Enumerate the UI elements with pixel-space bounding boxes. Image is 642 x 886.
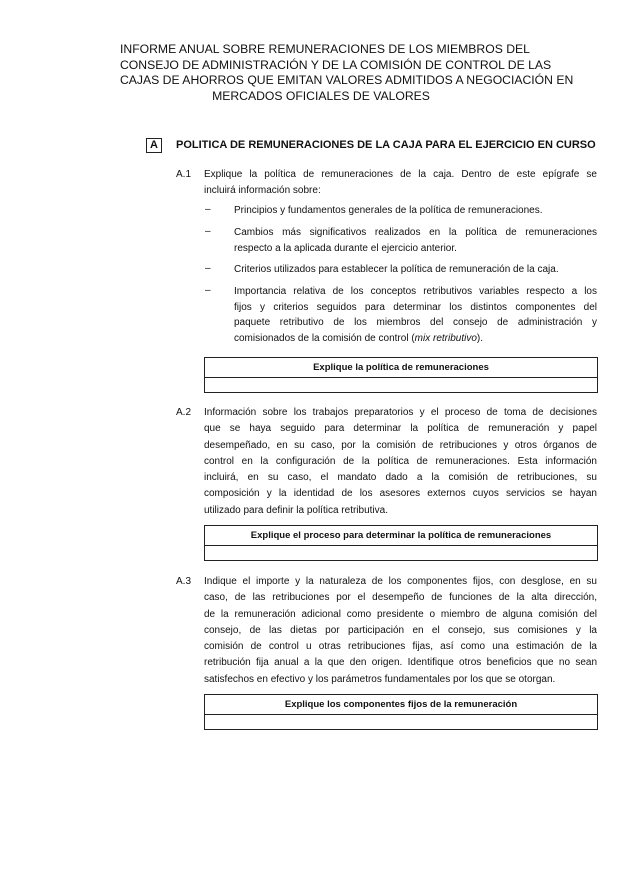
bullet-text: comisionados de la comisión de control ( (234, 332, 415, 344)
paragraph-line: Indique el importe y la naturaleza de los componentes fijos, con desglose, en su (204, 576, 597, 587)
bullet-dash: – (205, 285, 211, 296)
paragraph-line: Información sobre los trabajos preparatorios y el proceso de toma de decisiones (204, 407, 597, 418)
paragraph-line: consejo, de las dietas por participación en el consejo, sus comisiones y la (204, 624, 597, 636)
bullet-item (234, 262, 597, 278)
bullet-text: ). (476, 332, 484, 344)
paragraph-line: comisión de control u otras retribuciones fijas, así como una estimación de la (204, 641, 597, 653)
bullet-line: Cambios más significativos realizados en la política de remuneraciones (234, 227, 597, 238)
title-line: INFORME ANUAL SOBRE REMUNERACIONES DE LOS MIEMBROS DEL (120, 42, 530, 56)
paragraph-line: retribución fija anual a la que den origen. Identifique otros beneficios que no sean (204, 657, 597, 669)
answer-box-header: Explique los componentes fijos de la remuneración (205, 695, 597, 715)
bullet-line: Importancia relativa de los conceptos retributivos variables respecto a los (234, 286, 597, 297)
answer-box-body[interactable] (205, 378, 597, 392)
paragraph-a2 (204, 405, 597, 519)
paragraph-line: caso, de las retribuciones por el desempeño de funciones de la alta dirección, (204, 592, 597, 604)
item-number-a2: A.2 (176, 407, 192, 418)
answer-box-header: Explique el proceso para determinar la política de remuneraciones (205, 526, 597, 546)
section-letter-box: A (146, 138, 162, 153)
item-number-a1: A.1 (176, 169, 192, 180)
paragraph-a3 (204, 574, 597, 688)
title-line: CONSEJO DE ADMINISTRACIÓN Y DE LA COMISIÓN DE CONTROL DE LAS (120, 57, 552, 72)
answer-box-a3 (204, 694, 598, 730)
italic-term: mix retributivo (414, 332, 477, 344)
bullet-line: respecto a la aplicada durante el ejercicio anterior. (234, 242, 457, 254)
bullet-item (234, 225, 597, 256)
paragraph-line: que se haya seguido para determinar la política de remuneración y papel (204, 423, 597, 435)
answer-box-a2 (204, 525, 598, 561)
bullet-line: paquete retributivo de los miembros del consejo de administración y (234, 317, 597, 329)
title-line: CAJAS DE AHORROS QUE EMITAN VALORES ADMITIDOS A NEGOCIACIÓN EN (120, 73, 574, 87)
paragraph-line: control en la configuración de la política de remuneraciones. Esta información (204, 455, 597, 467)
title-line: MERCADOS OFICIALES DE VALORES (212, 88, 430, 103)
bullet-dash: – (205, 204, 211, 215)
bullet-line: fijos y criterios seguidos para determinar los distintos componentes del (234, 301, 597, 313)
paragraph-line: utilizado para definir la política retributiva. (204, 504, 388, 516)
answer-box-body[interactable] (205, 546, 597, 560)
paragraph-line: de la remuneración adicional como presidente o miembro de alguna comisión del (204, 608, 597, 620)
answer-box-header: Explique la política de remuneraciones (205, 358, 597, 378)
paragraph-line: composición y la identidad de los asesores externos cuyos servicios se hayan (204, 488, 597, 500)
paragraph-line: incluirá información sobre: (204, 185, 321, 197)
paragraph-line: desempeñado, en su caso, por la comisión de retribuciones y otros órganos de (204, 439, 597, 451)
section-title: POLITICA DE REMUNERACIONES DE LA CAJA PARA EL EJERCICIO EN CURSO (176, 139, 596, 151)
item-number-a3: A.3 (176, 576, 192, 587)
bullet-item (234, 203, 597, 219)
paragraph-line: incluirá, en su caso, el mandato dado a la comisión de retribuciones, su (204, 472, 597, 484)
bullet-text: Principios y fundamentos generales de la política de remuneraciones. (234, 205, 543, 216)
paragraph-line: Explique la política de remuneraciones de la caja. Dentro de este epígrafe se (204, 169, 597, 180)
document-title (120, 42, 574, 104)
bullet-text: Criterios utilizados para establecer la política de remuneración de la caja. (234, 264, 559, 275)
bullet-dash: – (205, 226, 211, 237)
bullet-line (234, 331, 597, 347)
bullet-item (234, 284, 597, 346)
paragraph-a1 (204, 167, 597, 200)
answer-box-body[interactable] (205, 715, 597, 729)
paragraph-line: satisfechos en efectivo y los parámetros fundamentales por los que se otorgan. (204, 673, 556, 685)
bullet-dash: – (205, 263, 211, 274)
answer-box-a1 (204, 357, 598, 393)
